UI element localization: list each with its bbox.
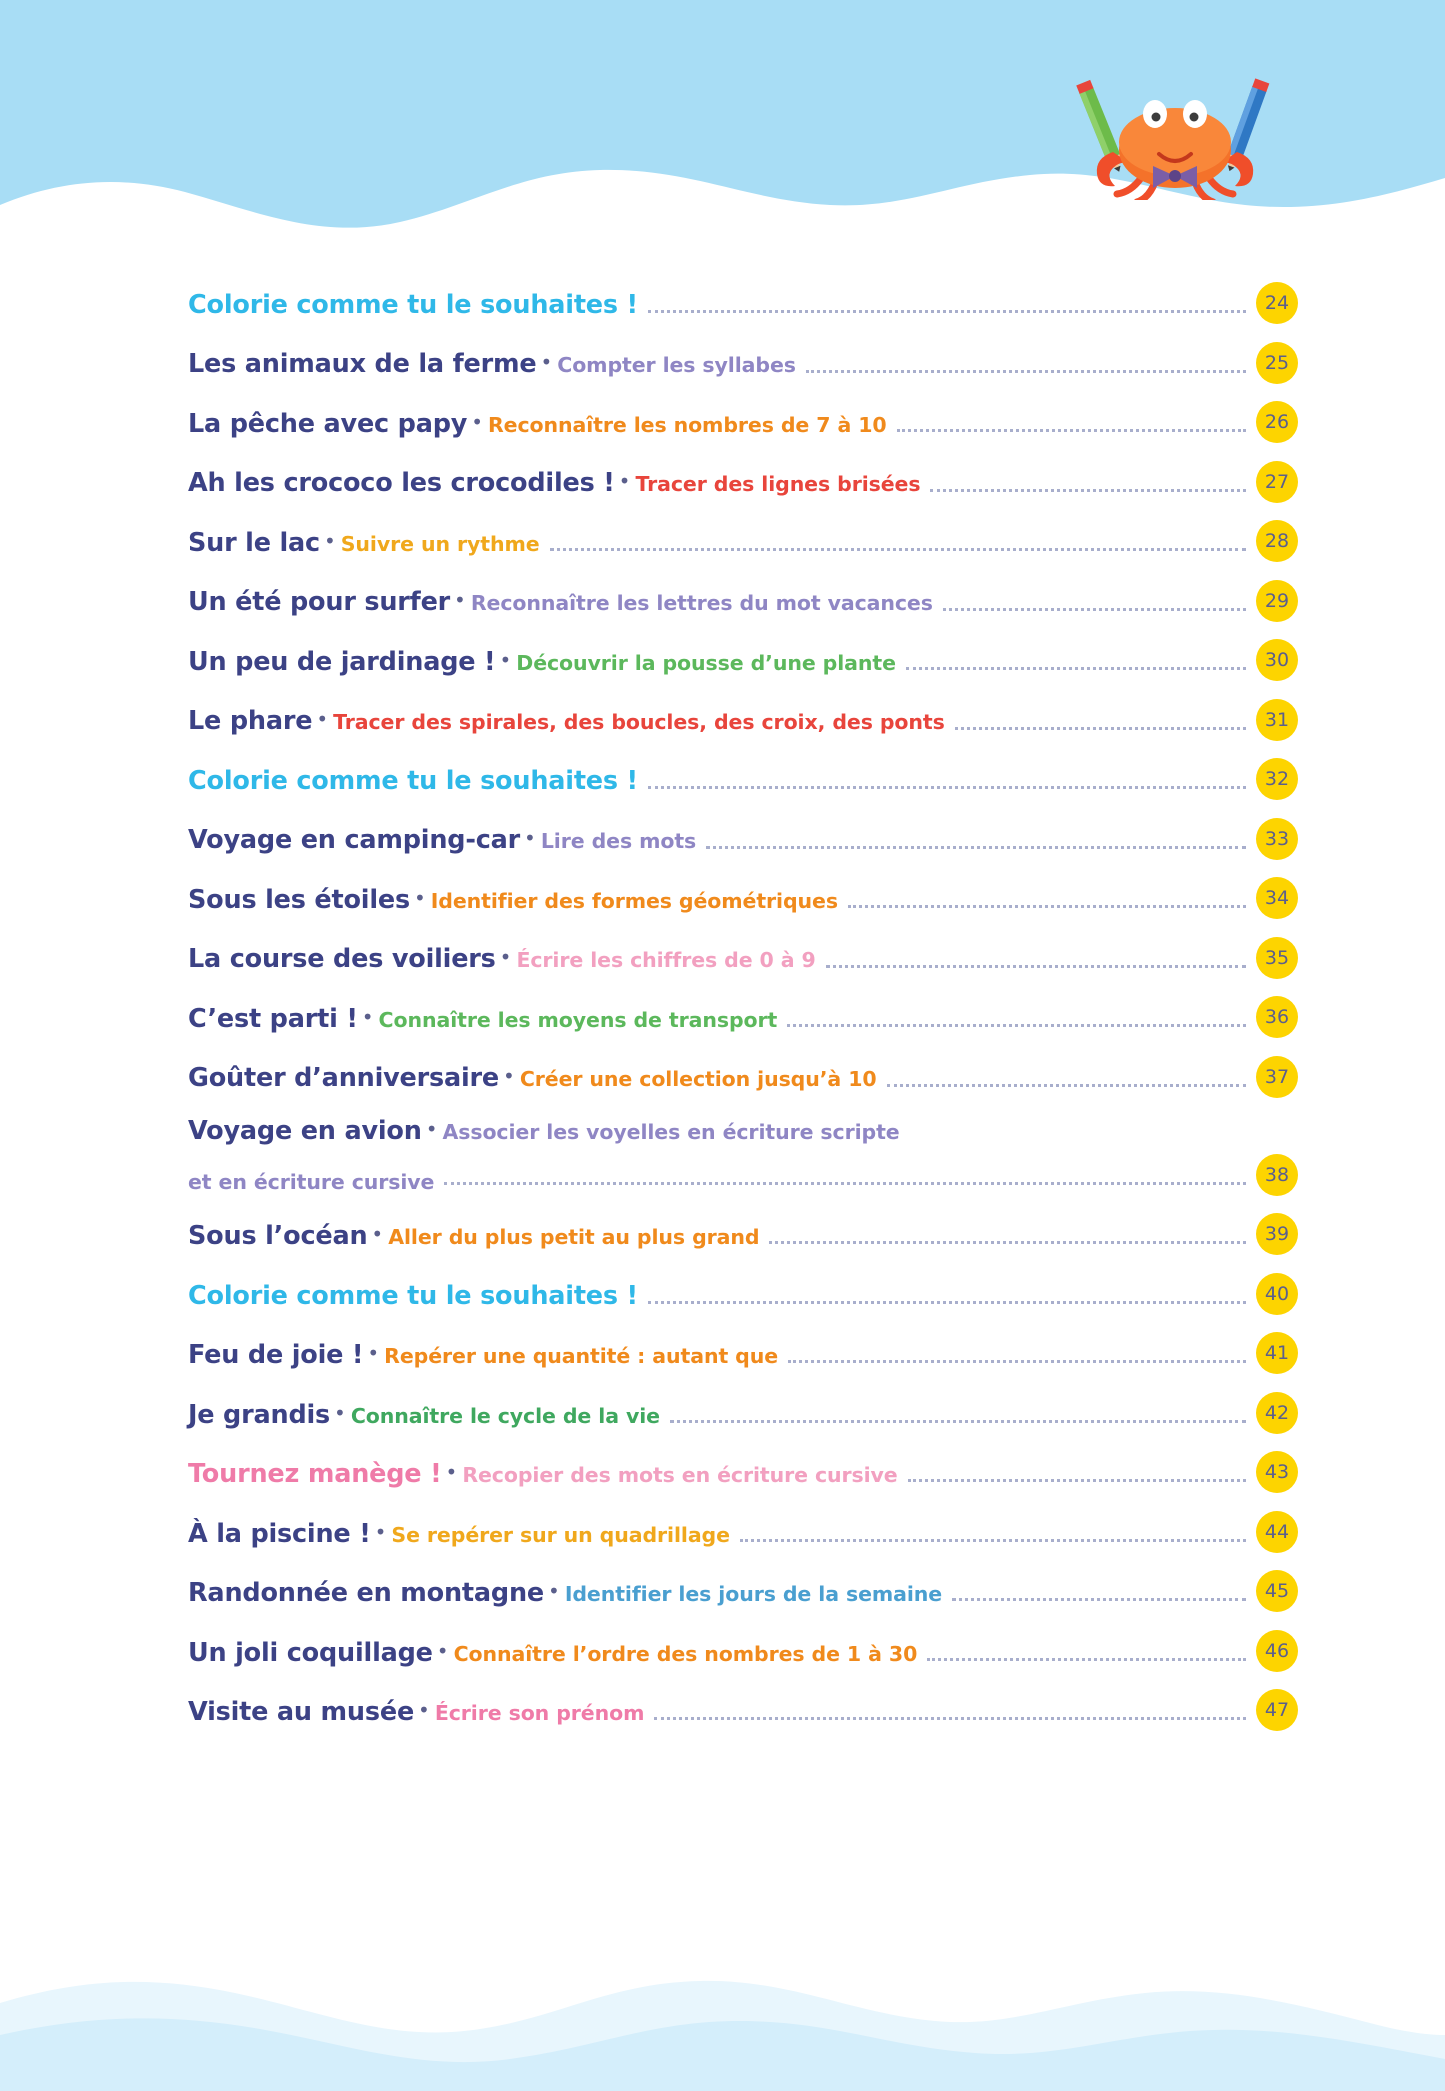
page-badge[interactable]: 47 — [1256, 1689, 1298, 1731]
toc-row[interactable] — [188, 1332, 1298, 1372]
leader-dots — [906, 666, 1246, 670]
toc-row[interactable] — [188, 877, 1298, 917]
bullet-separator: • — [371, 1222, 384, 1246]
toc-row[interactable] — [188, 342, 1298, 382]
bullet-separator: • — [445, 1460, 458, 1484]
wave-bottom-shape — [0, 1931, 1445, 2091]
page-badge[interactable]: 39 — [1256, 1213, 1298, 1255]
toc-row[interactable] — [188, 1570, 1298, 1610]
leader-dots — [706, 845, 1246, 849]
bullet-separator: • — [524, 826, 536, 851]
toc-subtitle: Aller du plus petit au plus grand — [388, 1225, 760, 1249]
toc-title: Le phare — [188, 706, 313, 737]
toc-row[interactable] — [188, 461, 1298, 501]
toc-subtitle-italic: vacances — [827, 591, 933, 616]
bullet-separator: • — [316, 707, 329, 732]
toc-title: Voyage en avion — [188, 1116, 422, 1146]
toc-subtitle: Écrire son prénom — [434, 1701, 645, 1725]
toc-title: Ah les crococo les crocodiles ! — [188, 468, 615, 499]
leader-dots — [887, 1083, 1246, 1087]
toc-row[interactable] — [188, 1689, 1298, 1729]
toc-title: Sous l’océan — [188, 1221, 368, 1251]
toc-subtitle: Découvrir la pousse d’une plante — [516, 650, 896, 675]
toc-title: Tournez manège ! — [188, 1459, 442, 1489]
toc-subtitle: Suivre un rythme — [340, 531, 540, 556]
toc-subtitle: Tracer des lignes brisées — [635, 472, 921, 497]
leader-dots — [670, 1419, 1246, 1423]
page-badge[interactable]: 43 — [1256, 1451, 1298, 1493]
leader-dots — [648, 1300, 1246, 1304]
toc-row[interactable] — [188, 758, 1298, 798]
leader-dots — [648, 309, 1246, 313]
toc-title: Colorie comme tu le souhaites ! — [188, 289, 638, 320]
leader-dots — [908, 1478, 1246, 1482]
page-badge[interactable]: 34 — [1256, 877, 1298, 919]
page-badge[interactable]: 32 — [1256, 758, 1298, 800]
bullet-separator: • — [334, 1400, 346, 1425]
page-badge[interactable]: 35 — [1256, 937, 1298, 979]
toc-title: Les animaux de la ferme — [188, 349, 537, 380]
bullet-separator: • — [499, 945, 512, 970]
page-badge[interactable]: 27 — [1256, 461, 1298, 503]
toc-subtitle: Identifier les jours de la semaine — [564, 1582, 943, 1606]
leader-dots — [943, 607, 1246, 611]
toc-subtitle: Lire des mots — [540, 829, 697, 854]
page-badge[interactable]: 42 — [1256, 1392, 1298, 1434]
toc-title: La course des voiliers — [188, 944, 496, 975]
bullet-separator: • — [548, 1579, 560, 1603]
toc-row[interactable] — [188, 639, 1298, 679]
page-badge[interactable]: 46 — [1256, 1630, 1298, 1672]
bottom-wave-band — [0, 1931, 1445, 2091]
toc-title: Colorie comme tu le souhaites ! — [188, 765, 638, 796]
toc-row[interactable] — [188, 1213, 1298, 1253]
bullet-separator: • — [323, 528, 336, 553]
toc-title: À la piscine ! — [188, 1518, 371, 1549]
leader-dots — [952, 1597, 1246, 1601]
bullet-separator: • — [471, 409, 483, 434]
bullet-separator: • — [361, 1004, 374, 1029]
toc-title: Sous les étoiles — [188, 884, 410, 915]
toc-row[interactable] — [188, 401, 1298, 441]
toc-subtitle: Reconnaître les lettres du mot — [470, 591, 828, 616]
toc-row[interactable] — [188, 1511, 1298, 1551]
leader-dots — [930, 488, 1246, 492]
leader-dots — [826, 964, 1246, 968]
toc-title: Je grandis — [188, 1399, 331, 1430]
bullet-separator: • — [454, 588, 466, 613]
page-badge[interactable]: 28 — [1256, 520, 1298, 562]
bullet-separator: • — [374, 1519, 387, 1544]
page-badge[interactable]: 38 — [1256, 1154, 1298, 1196]
page-badge[interactable]: 29 — [1256, 580, 1298, 622]
leader-dots — [444, 1181, 1246, 1185]
toc-title: Colorie comme tu le souhaites ! — [188, 1280, 638, 1311]
toc-subtitle: Recopier des mots en écriture cursive — [462, 1463, 898, 1487]
toc-row[interactable] — [188, 937, 1298, 977]
toc-subtitle: Associer les voyelles en écriture scripte — [442, 1120, 900, 1144]
toc-row[interactable] — [188, 1451, 1298, 1491]
leader-dots — [769, 1240, 1246, 1244]
bullet-separator: • — [418, 1698, 430, 1722]
toc-subtitle: Identifier des formes géométriques — [430, 888, 838, 913]
toc-row[interactable] — [188, 282, 1298, 322]
toc-subtitle: Reconnaître les nombres de 7 à 10 — [487, 412, 887, 437]
toc-title: Voyage en camping-car — [188, 825, 521, 856]
page-badge[interactable]: 44 — [1256, 1511, 1298, 1553]
toc-row[interactable] — [188, 580, 1298, 620]
toc-row[interactable] — [188, 1273, 1298, 1313]
bullet-separator: • — [413, 885, 426, 910]
toc-row[interactable] — [188, 1115, 1298, 1194]
bullet-separator: • — [499, 647, 512, 672]
toc-subtitle-line2: et en écriture cursive — [188, 1170, 435, 1195]
crab-with-pencils-icon — [1055, 70, 1295, 200]
toc-subtitle: Se repérer sur un quadrillage — [391, 1522, 730, 1547]
toc-row[interactable] — [188, 996, 1298, 1036]
toc-subtitle: Créer une collection jusqu’à 10 — [519, 1067, 877, 1092]
toc-subtitle: Tracer des spirales, des boucles, des croix, des ponts — [333, 710, 945, 735]
toc-subtitle: Connaître les moyens de transport — [378, 1007, 778, 1032]
toc-subtitle: Connaître le cycle de la vie — [350, 1403, 660, 1428]
leader-dots — [897, 428, 1246, 432]
page-badge[interactable]: 24 — [1256, 282, 1298, 324]
leader-dots — [955, 726, 1246, 730]
toc-row[interactable] — [188, 818, 1298, 858]
toc-title: Goûter d’anniversaire — [188, 1063, 500, 1094]
toc-subtitle: Écrire les chiffres de 0 à 9 — [516, 948, 816, 973]
page-badge[interactable]: 40 — [1256, 1273, 1298, 1315]
toc-title: Sur le lac — [188, 527, 320, 558]
toc-row[interactable] — [188, 1630, 1298, 1670]
toc-title: Un été pour surfer — [188, 587, 451, 618]
page-badge[interactable]: 45 — [1256, 1570, 1298, 1612]
page-badge[interactable]: 31 — [1256, 699, 1298, 741]
leader-dots — [740, 1538, 1246, 1542]
page-badge[interactable]: 33 — [1256, 818, 1298, 860]
bullet-separator: • — [540, 350, 553, 375]
toc-subtitle: Repérer une quantité : autant que — [384, 1344, 779, 1368]
toc-title: Visite au musée — [188, 1697, 415, 1727]
leader-dots — [787, 1023, 1246, 1027]
toc-row[interactable] — [188, 699, 1298, 739]
bullet-separator: • — [436, 1638, 449, 1663]
toc-title: Un joli coquillage — [188, 1637, 433, 1668]
table-of-contents — [188, 282, 1298, 1749]
page-badge[interactable]: 36 — [1256, 996, 1298, 1038]
toc-subtitle: Connaître l’ordre des nombres de 1 à 30 — [453, 1641, 918, 1666]
page-badge[interactable]: 41 — [1256, 1332, 1298, 1374]
bullet-separator: • — [503, 1064, 515, 1089]
page-badge[interactable]: 37 — [1256, 1056, 1298, 1098]
leader-dots — [927, 1657, 1246, 1661]
page-badge[interactable]: 26 — [1256, 401, 1298, 443]
toc-subtitle: Compter les syllabes — [557, 353, 796, 378]
toc-title: Un peu de jardinage ! — [188, 646, 496, 677]
toc-row[interactable] — [188, 1056, 1298, 1096]
leader-dots — [654, 1716, 1246, 1720]
leader-dots — [848, 904, 1246, 908]
leader-dots — [806, 369, 1246, 373]
page-badge[interactable]: 25 — [1256, 342, 1298, 384]
toc-title: Feu de joie ! — [188, 1340, 364, 1370]
bullet-separator: • — [367, 1341, 380, 1365]
leader-dots — [648, 785, 1246, 789]
leader-dots — [788, 1359, 1246, 1363]
toc-row[interactable] — [188, 1392, 1298, 1432]
bullet-separator: • — [425, 1117, 438, 1141]
leader-dots — [550, 547, 1246, 551]
bullet-separator: • — [618, 469, 631, 494]
toc-title: C’est parti ! — [188, 1003, 358, 1034]
toc-title: Randonnée en montagne — [188, 1578, 545, 1608]
toc-row[interactable] — [188, 520, 1298, 560]
page-badge[interactable]: 30 — [1256, 639, 1298, 681]
toc-title: La pêche avec papy — [188, 408, 468, 439]
